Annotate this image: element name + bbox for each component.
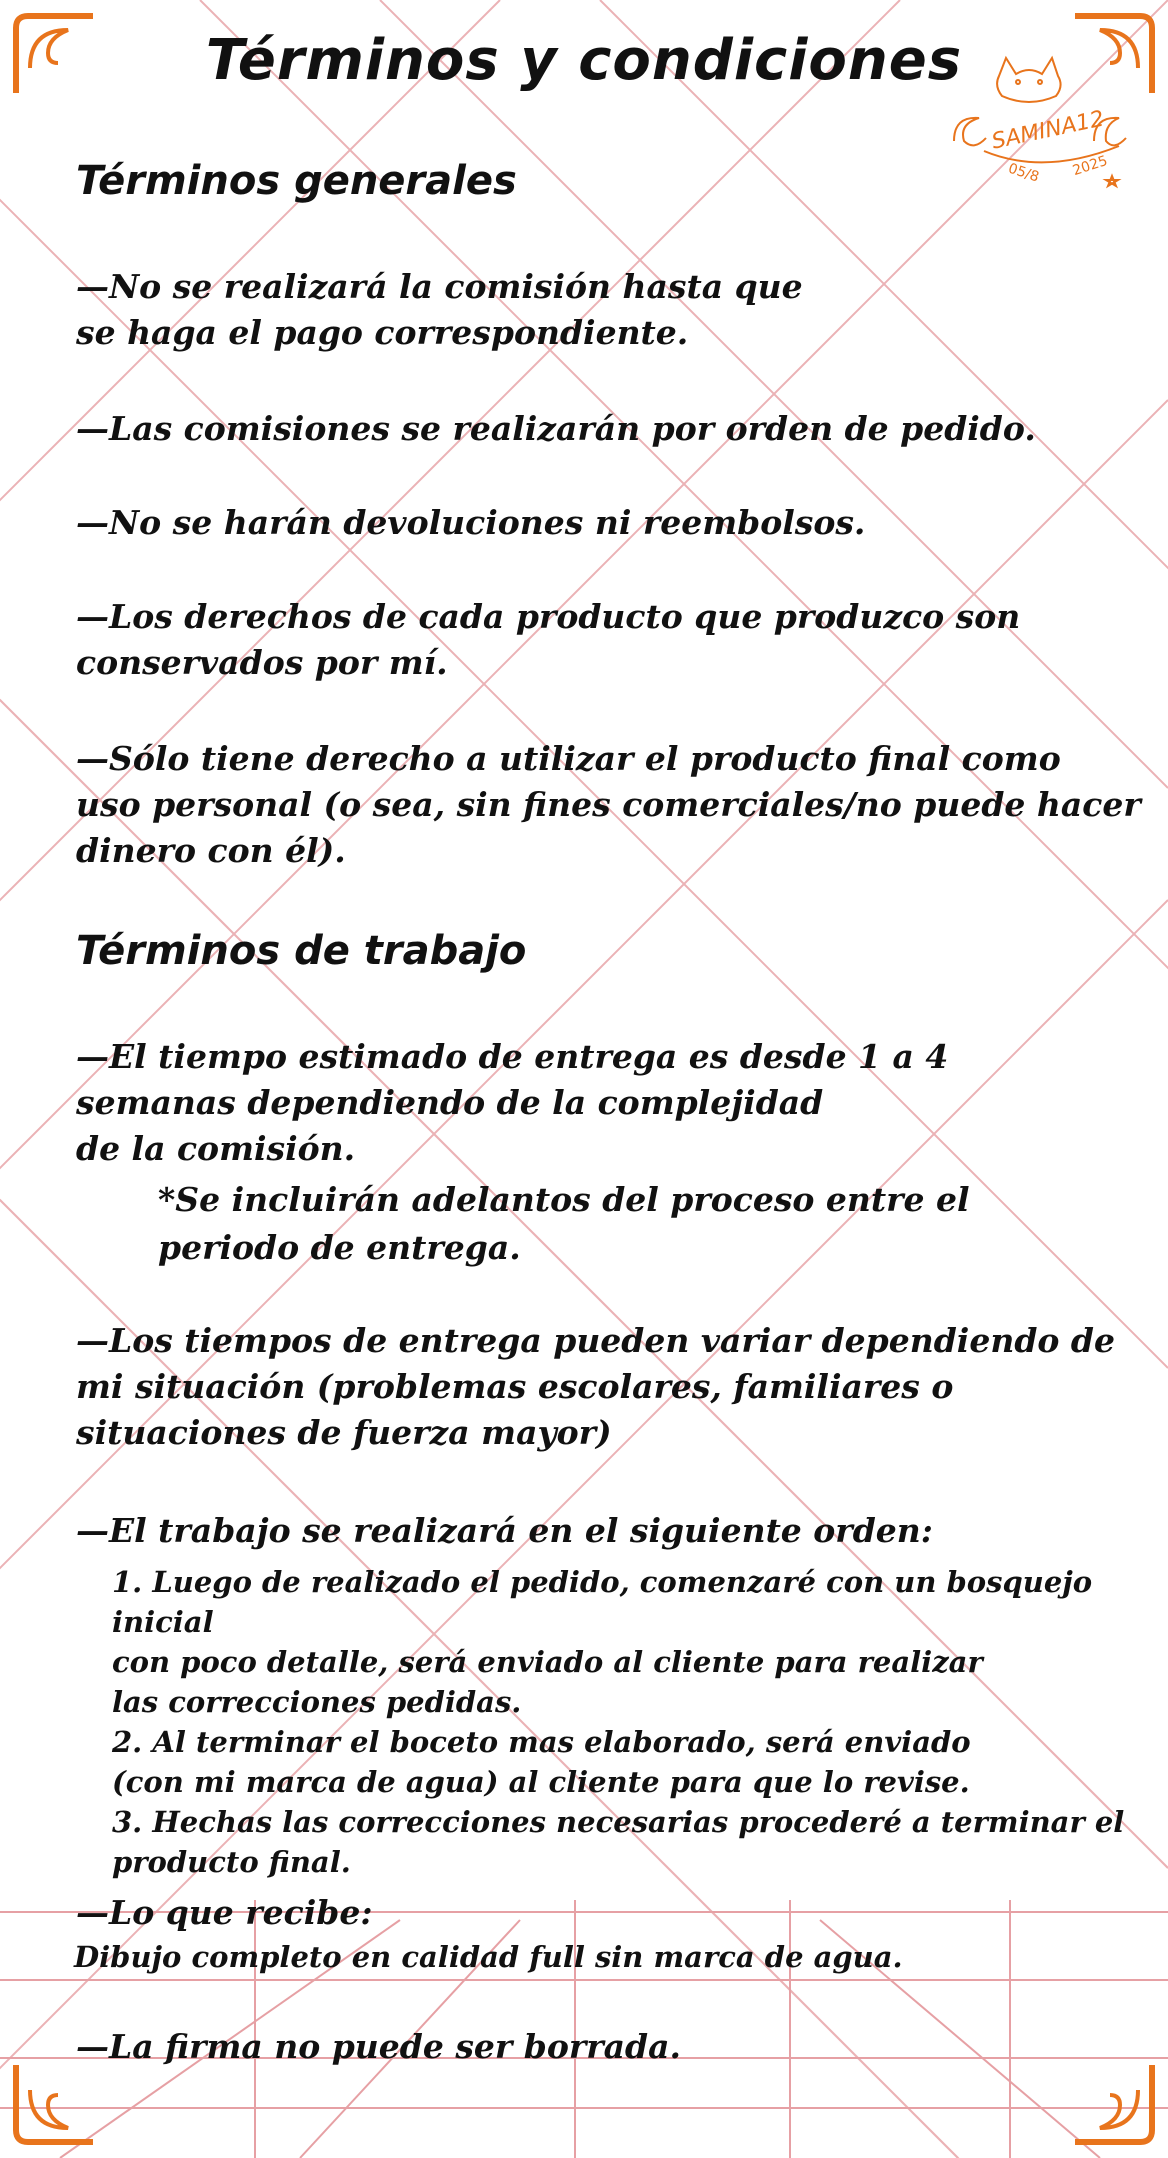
delivery-note: *Se incluirán adelantos del proceso entre el periodo de entrega. [158,1180,970,1267]
work-step-2: 2. Al terminar el boceto mas elaborado, será enviado (con mi marca de agua) al cliente para que lo revise. [112,1725,971,1799]
term-work-order-intro: —El trabajo se realizará en el siguiente orden: [76,1511,933,1550]
stamp-name: SAMINA12 [989,106,1107,155]
term-refunds: —No se harán devoluciones ni reembolsos. [76,503,866,542]
work-step-1: 1. Luego de realizado el pedido, comenzaré con un bosquejo inicial con poco detalle, será enviado al cliente para realizar las correcciones pedidas. [112,1565,1093,1719]
term-delivery-time: —El tiempo estimado de entrega es desde 1 a 4 semanas dependiendo de la complejidad de la comisión. [76,1037,949,1168]
work-order-steps [112,1562,1168,1882]
term-order: —Las comisiones se realizarán por orden de pedido. [76,409,1036,448]
term-delivery-variation: —Los tiempos de entrega pueden variar dependiendo de mi situación (problemas escolares, familiares o situaciones de fuerza mayor) [76,1321,1115,1452]
term-rights: —Los derechos de cada producto que produzco son conservados por mí. [76,597,1021,682]
stamp-date-right: 2025 [1070,152,1110,180]
artist-signature-stamp [944,46,1144,196]
stamp-date-left: 05/8 [1006,160,1041,186]
term-personal-use: —Sólo tiene derecho a utilizar el producto final como uso personal (o sea, sin fines comerciales/no puede hacer dinero con él). [76,739,1141,870]
receives-text: Dibujo completo en calidad full sin marca de agua. [74,1940,903,1974]
section-heading-work: Términos de trabajo [76,928,527,974]
term-payment: —No se realizará la comisión hasta que se haga el pago correspondiente. [76,267,803,352]
page-title: Términos y condiciones [205,28,963,93]
work-step-3: 3. Hechas las correcciones necesarias procederé a terminar el producto final. [112,1805,1125,1879]
signature-rule: —La firma no puede ser borrada. [76,2027,681,2066]
section-heading-general: Términos generales [76,158,517,204]
receives-label: —Lo que recibe: [76,1893,373,1932]
